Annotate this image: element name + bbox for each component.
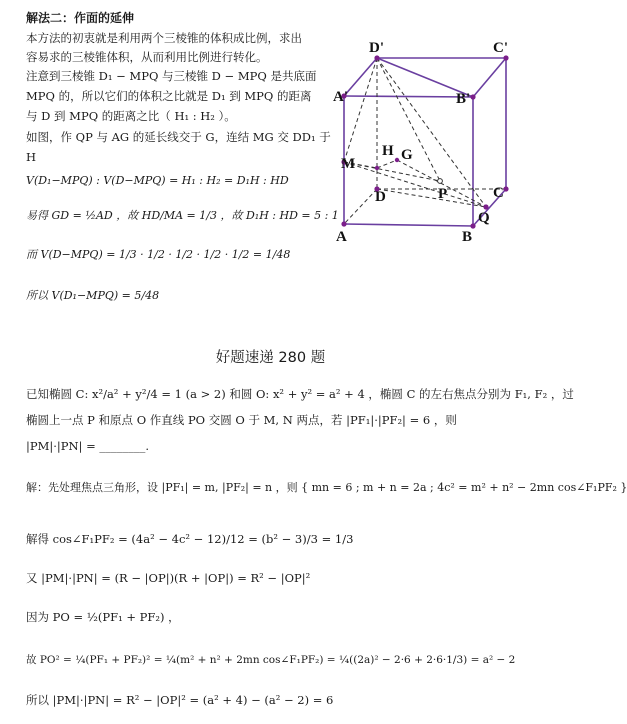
label-c1: C' [493, 40, 508, 56]
label-d: D [375, 189, 386, 205]
solution-line: 解得 cos∠F₁PF₂ = (4a² − 4c² − 12)/12 = (b² − 3)/3 = 1/3 [26, 532, 354, 546]
label-d1: D' [369, 40, 384, 56]
label-b: B [462, 229, 473, 245]
label-a: A [336, 229, 347, 245]
label-c: C [493, 185, 504, 201]
text-line: 注意到三棱锥 D₁ − MPQ 与三棱锥 D − MPQ 是共底面 [26, 69, 317, 83]
section-title: 好题速递 280 题 [215, 350, 326, 366]
text-line: MPQ 的，所以它们的体积之比就是 D₁ 到 MPQ 的距离 [26, 89, 312, 103]
label-g: G [401, 147, 413, 163]
text-line: 与 D 到 MPQ 的距离之比（ H₁ : H₂ ）。 [26, 109, 236, 123]
text-line: 本方法的初衷就是利用两个三棱锥的体积成比例，求出 [26, 31, 302, 45]
problem-line: |PM|·|PN| = ________. [26, 439, 150, 453]
solution-line: 又 |PM|·|PN| = (R − |OP|)(R + |OP|) = R² − |OP|² [26, 571, 311, 585]
text-line: 容易求的三棱锥体积，从而利用比例进行转化。 [26, 50, 268, 64]
label-q: Q [478, 210, 490, 226]
solution-line: 故 PO² = ¼(PF₁ + PF₂)² = ¼(m² + n² + 2mn cos∠F₁PF₂) = ¼((2a)² − 2·6 + 2·6·1/3) = a² − 2 [26, 654, 516, 666]
solution-line: 解：先处理焦点三角形，设 |PF₁| = m, |PF₂| = n ，则 { mn = 6 ; m + n = 2a ; 4c² = m² + n² − 2mn cos∠F₁PF₂ } [26, 481, 627, 494]
point-p-marker [438, 179, 443, 184]
text-line: H [26, 150, 37, 164]
label-h: H [382, 143, 394, 159]
cube-figure [330, 30, 535, 245]
text-line: 如图，作 QP 与 AG 的延长线交于 G，连结 MG 交 DD₁ 于 [26, 130, 331, 144]
equation-line: 而 V(D−MPQ) = 1/3 · 1/2 · 1/2 · 1/2 · 1/2 = 1/48 [26, 248, 291, 261]
problem-line: 椭圆上一点 P 和原点 O 作直线 PO 交圆 O 于 M, N 两点，若 |PF₁|·|PF₂| = 6 ，则 [26, 413, 457, 427]
solution-line: 因为 PO = ½(PF₁ + PF₂) ， [26, 610, 180, 624]
cube-hidden-edges [344, 58, 506, 224]
label-b1: B' [456, 91, 471, 107]
equation-line: 所以 V(D₁−MPQ) = 5/48 [26, 289, 160, 302]
label-m: M [341, 156, 356, 172]
section-heading: 解法二：作面的延伸 [26, 11, 135, 25]
equation-line: 易得 GD = ½AD ，故 HD/MA = 1/3 ，故 D₁H : HD = 5 : 1 [26, 209, 339, 222]
cube-vertices [341, 55, 508, 228]
equation-line: V(D₁−MPQ) : V(D−MPQ) = H₁ : H₂ = D₁H : HD [26, 174, 289, 187]
label-p: P [438, 186, 448, 202]
problem-line: 已知椭圆 C: x²/a² + y²/4 = 1 (a > 2) 和圆 O: x² + y² = a² + 4 ，椭圆 C 的左右焦点分别为 F₁, F₂ ，过 [26, 387, 574, 401]
label-a1: A' [333, 89, 348, 105]
solution-line: 所以 |PM|·|PN| = R² − |OP|² = (a² + 4) − (a² − 2) = 6 [26, 693, 334, 707]
